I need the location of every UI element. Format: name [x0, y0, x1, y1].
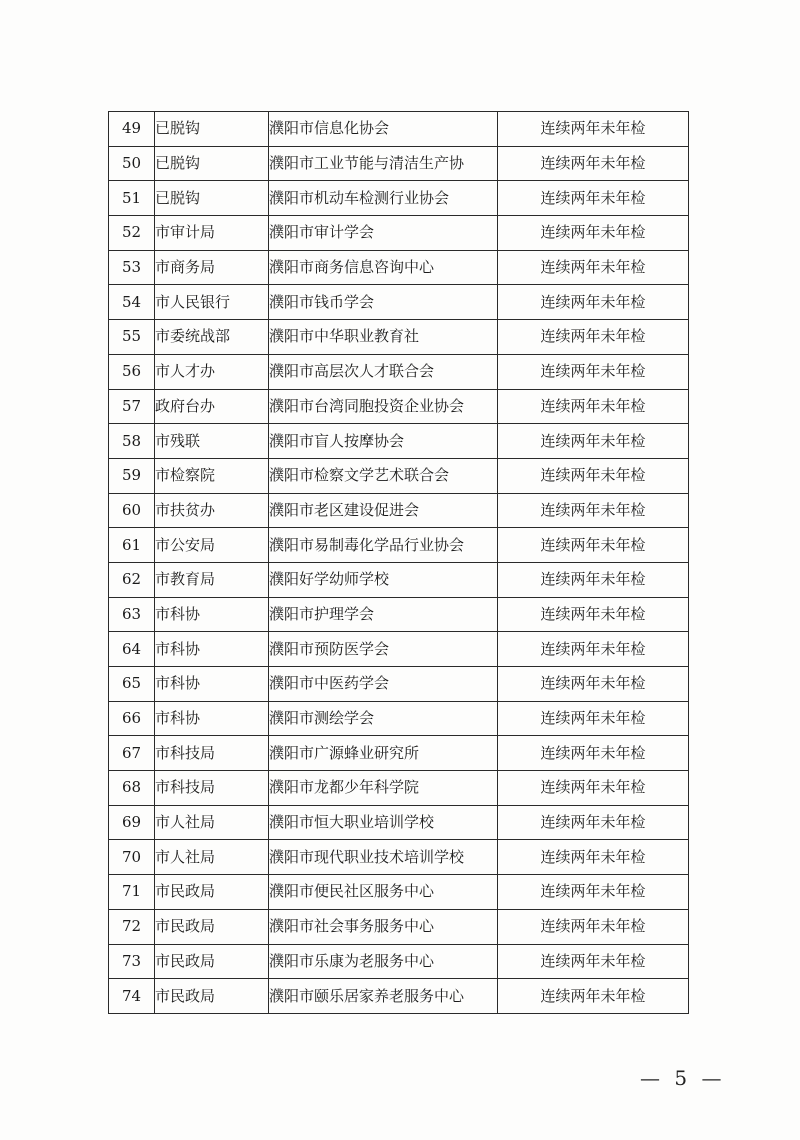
- row-number: 62: [109, 562, 155, 597]
- row-number: 66: [109, 701, 155, 736]
- supervising-department: 市科协: [155, 667, 269, 702]
- status-text: 连续两年未年检: [498, 701, 689, 736]
- supervising-department: 市商务局: [155, 250, 269, 285]
- status-text: 连续两年未年检: [498, 805, 689, 840]
- organization-name: 濮阳市便民社区服务中心: [269, 875, 498, 910]
- row-number: 68: [109, 771, 155, 806]
- table-row: [109, 875, 689, 910]
- status-text: 连续两年未年检: [498, 909, 689, 944]
- supervising-department: 市人社局: [155, 840, 269, 875]
- supervising-department: 市民政局: [155, 875, 269, 910]
- status-text: 连续两年未年检: [498, 667, 689, 702]
- supervising-department: 市科技局: [155, 736, 269, 771]
- organization-name: 濮阳市现代职业技术培训学校: [269, 840, 498, 875]
- supervising-department: 市科协: [155, 701, 269, 736]
- table-row: [109, 528, 689, 563]
- table-row: [109, 944, 689, 979]
- table-row: [109, 424, 689, 459]
- status-text: 连续两年未年检: [498, 597, 689, 632]
- status-text: 连续两年未年检: [498, 979, 689, 1014]
- row-number: 51: [109, 181, 155, 216]
- organization-name: 濮阳市乐康为老服务中心: [269, 944, 498, 979]
- status-text: 连续两年未年检: [498, 632, 689, 667]
- table-body: [109, 112, 689, 1014]
- row-number: 74: [109, 979, 155, 1014]
- organization-name: 濮阳市社会事务服务中心: [269, 909, 498, 944]
- organization-table: [108, 111, 689, 1014]
- status-text: 连续两年未年检: [498, 562, 689, 597]
- row-number: 72: [109, 909, 155, 944]
- supervising-department: 市人社局: [155, 805, 269, 840]
- status-text: 连续两年未年检: [498, 424, 689, 459]
- row-number: 52: [109, 216, 155, 251]
- organization-name: 濮阳市中华职业教育社: [269, 320, 498, 355]
- supervising-department: 政府台办: [155, 389, 269, 424]
- supervising-department: 市公安局: [155, 528, 269, 563]
- status-text: 连续两年未年检: [498, 458, 689, 493]
- status-text: 连续两年未年检: [498, 493, 689, 528]
- status-text: 连续两年未年检: [498, 389, 689, 424]
- supervising-department: 市民政局: [155, 909, 269, 944]
- supervising-department: 市科协: [155, 597, 269, 632]
- organization-name: 濮阳市机动车检测行业协会: [269, 181, 498, 216]
- supervising-department: 市教育局: [155, 562, 269, 597]
- row-number: 70: [109, 840, 155, 875]
- row-number: 67: [109, 736, 155, 771]
- organization-name: 濮阳市广源蜂业研究所: [269, 736, 498, 771]
- status-text: 连续两年未年检: [498, 840, 689, 875]
- supervising-department: 市科协: [155, 632, 269, 667]
- page-number: — 5 —: [640, 1066, 726, 1090]
- row-number: 71: [109, 875, 155, 910]
- table-row: [109, 250, 689, 285]
- status-text: 连续两年未年检: [498, 528, 689, 563]
- table-row: [109, 458, 689, 493]
- supervising-department: 市民政局: [155, 944, 269, 979]
- row-number: 54: [109, 285, 155, 320]
- table-row: [109, 562, 689, 597]
- row-number: 59: [109, 458, 155, 493]
- table-row: [109, 597, 689, 632]
- status-text: 连续两年未年检: [498, 250, 689, 285]
- status-text: 连续两年未年检: [498, 285, 689, 320]
- row-number: 57: [109, 389, 155, 424]
- supervising-department: 已脱钩: [155, 112, 269, 147]
- organization-name: 濮阳市检察文学艺术联合会: [269, 458, 498, 493]
- status-text: 连续两年未年检: [498, 875, 689, 910]
- organization-name: 濮阳市恒大职业培训学校: [269, 805, 498, 840]
- row-number: 50: [109, 146, 155, 181]
- table-row: [109, 979, 689, 1014]
- supervising-department: 市委统战部: [155, 320, 269, 355]
- supervising-department: 市扶贫办: [155, 493, 269, 528]
- status-text: 连续两年未年检: [498, 320, 689, 355]
- organization-name: 濮阳市审计学会: [269, 216, 498, 251]
- row-number: 69: [109, 805, 155, 840]
- row-number: 53: [109, 250, 155, 285]
- status-text: 连续两年未年检: [498, 944, 689, 979]
- table-row: [109, 909, 689, 944]
- organization-name: 濮阳好学幼师学校: [269, 562, 498, 597]
- status-text: 连续两年未年检: [498, 112, 689, 147]
- table-row: [109, 805, 689, 840]
- supervising-department: 市民政局: [155, 979, 269, 1014]
- supervising-department: 市人才办: [155, 354, 269, 389]
- supervising-department: 市检察院: [155, 458, 269, 493]
- organization-name: 濮阳市老区建设促进会: [269, 493, 498, 528]
- row-number: 56: [109, 354, 155, 389]
- supervising-department: 市残联: [155, 424, 269, 459]
- table-row: [109, 840, 689, 875]
- supervising-department: 已脱钩: [155, 181, 269, 216]
- organization-name: 濮阳市高层次人才联合会: [269, 354, 498, 389]
- row-number: 49: [109, 112, 155, 147]
- supervising-department: 市审计局: [155, 216, 269, 251]
- organization-name: 濮阳市护理学会: [269, 597, 498, 632]
- table-row: [109, 146, 689, 181]
- organization-name: 濮阳市盲人按摩协会: [269, 424, 498, 459]
- row-number: 55: [109, 320, 155, 355]
- row-number: 64: [109, 632, 155, 667]
- status-text: 连续两年未年检: [498, 146, 689, 181]
- organization-name: 濮阳市中医药学会: [269, 667, 498, 702]
- table-row: [109, 354, 689, 389]
- organization-name: 濮阳市信息化协会: [269, 112, 498, 147]
- row-number: 63: [109, 597, 155, 632]
- table-row: [109, 771, 689, 806]
- organization-name: 濮阳市工业节能与清洁生产协: [269, 146, 498, 181]
- table-row: [109, 493, 689, 528]
- row-number: 73: [109, 944, 155, 979]
- status-text: 连续两年未年检: [498, 354, 689, 389]
- table-row: [109, 320, 689, 355]
- row-number: 58: [109, 424, 155, 459]
- table-row: [109, 181, 689, 216]
- organization-name: 濮阳市易制毒化学品行业协会: [269, 528, 498, 563]
- organization-name: 濮阳市测绘学会: [269, 701, 498, 736]
- table-row: [109, 216, 689, 251]
- row-number: 60: [109, 493, 155, 528]
- supervising-department: 市科技局: [155, 771, 269, 806]
- table-row: [109, 632, 689, 667]
- status-text: 连续两年未年检: [498, 771, 689, 806]
- table-row: [109, 736, 689, 771]
- table-row: [109, 112, 689, 147]
- organization-name: 濮阳市龙都少年科学院: [269, 771, 498, 806]
- row-number: 65: [109, 667, 155, 702]
- organization-name: 濮阳市颐乐居家养老服务中心: [269, 979, 498, 1014]
- table-row: [109, 701, 689, 736]
- supervising-department: 已脱钩: [155, 146, 269, 181]
- organization-name: 濮阳市钱币学会: [269, 285, 498, 320]
- status-text: 连续两年未年检: [498, 181, 689, 216]
- supervising-department: 市人民银行: [155, 285, 269, 320]
- table-row: [109, 285, 689, 320]
- organization-name: 濮阳市台湾同胞投资企业协会: [269, 389, 498, 424]
- row-number: 61: [109, 528, 155, 563]
- organization-name: 濮阳市预防医学会: [269, 632, 498, 667]
- organization-name: 濮阳市商务信息咨询中心: [269, 250, 498, 285]
- status-text: 连续两年未年检: [498, 216, 689, 251]
- status-text: 连续两年未年检: [498, 736, 689, 771]
- table-row: [109, 667, 689, 702]
- table-row: [109, 389, 689, 424]
